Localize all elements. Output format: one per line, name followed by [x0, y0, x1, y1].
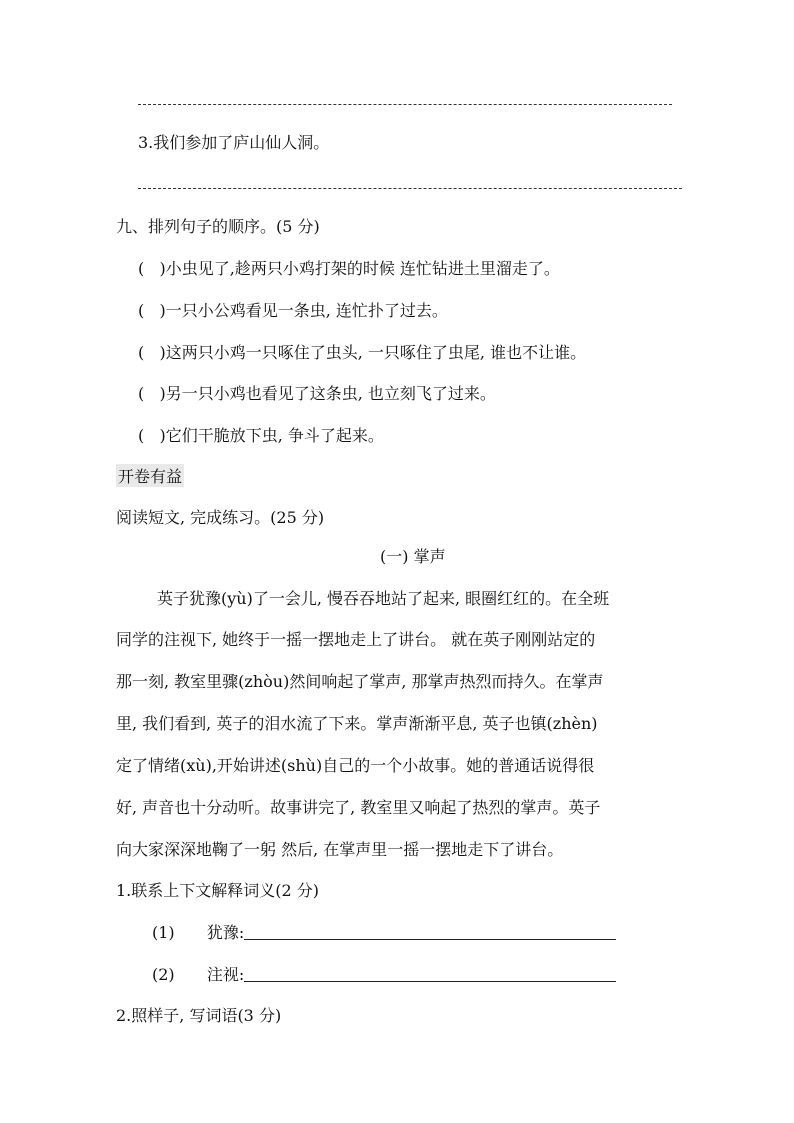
order-bracket[interactable]: ( ) — [138, 301, 166, 320]
answer-blank[interactable] — [244, 923, 616, 940]
passage-line-3: 那一刻, 教室里骤(zhòu)然间响起了掌声, 那掌声热烈而持久。在掌声 — [116, 672, 604, 691]
sentence-row-3 — [138, 340, 586, 363]
reading-instruction: 阅读短文, 完成练习。(25 分) — [116, 508, 325, 527]
question-2-title: 2.照样子, 写词语(3 分) — [116, 1006, 282, 1025]
answer-line-item3 — [138, 188, 682, 189]
order-bracket[interactable]: ( ) — [138, 426, 166, 445]
sentence-row-4 — [138, 381, 496, 404]
item-label: 注视: — [206, 965, 245, 984]
sentence-row-2 — [138, 298, 448, 321]
sentence-text: 另一只小鸡也看见了这条虫, 也立刻飞了过来。 — [165, 384, 496, 403]
answer-line-top — [138, 104, 672, 105]
item-number: (2) — [152, 965, 175, 984]
item-3-text: 3.我们参加了庐山仙人洞。 — [138, 133, 330, 152]
sentence-row-5 — [138, 423, 384, 446]
section-kaijuan-youyi: 开卷有益 — [116, 464, 184, 487]
sentence-text: 一只小公鸡看见一条虫, 连忙扑了过去。 — [165, 301, 448, 320]
order-bracket[interactable]: ( ) — [138, 384, 166, 403]
section-9-title: 九、排列句子的顺序。(5 分) — [116, 217, 320, 236]
item-number: (1) — [152, 923, 175, 942]
passage-line-4: 里, 我们看到, 英子的泪水流了下来。掌声渐渐平息, 英子也镇(zhèn) — [116, 714, 598, 733]
passage-line-6: 好, 声音也十分动听。故事讲完了, 教室里又响起了热烈的掌声。英子 — [116, 798, 601, 817]
q1-item-2 — [152, 962, 616, 985]
order-bracket[interactable]: ( ) — [138, 259, 166, 278]
passage-line-2: 同学的注视下, 她终于一摇一摆地走上了讲台。 就在英子刚刚站定的 — [116, 630, 596, 649]
answer-blank[interactable] — [244, 965, 616, 982]
passage-line-7: 向大家深深地鞠了一躬 然后, 在掌声里一摇一摆地走下了讲台。 — [116, 840, 564, 859]
item-label: 犹豫: — [206, 923, 245, 942]
passage-line-5: 定了情绪(xù),开始讲述(shù)自己的一个小故事。她的普通话说得很 — [116, 756, 595, 775]
sentence-text: 这两只小鸡一只啄住了虫头, 一只啄住了虫尾, 谁也不让谁。 — [165, 343, 587, 362]
sentence-text: 它们干脆放下虫, 争斗了起来。 — [165, 426, 384, 445]
sentence-text: 小虫见了,趁两只小鸡打架的时候 连忙钻进土里溜走了。 — [165, 259, 560, 278]
question-1-title: 1.联系上下文解释词义(2 分) — [116, 881, 320, 900]
sentence-row-1 — [138, 256, 560, 279]
order-bracket[interactable]: ( ) — [138, 343, 166, 362]
passage-line-1: 英子犹豫(yù)了一会儿, 慢吞吞地站了起来, 眼圈红红的。在全班 — [157, 589, 610, 608]
passage-title: (一) 掌声 — [380, 547, 446, 566]
q1-item-1 — [152, 920, 616, 943]
